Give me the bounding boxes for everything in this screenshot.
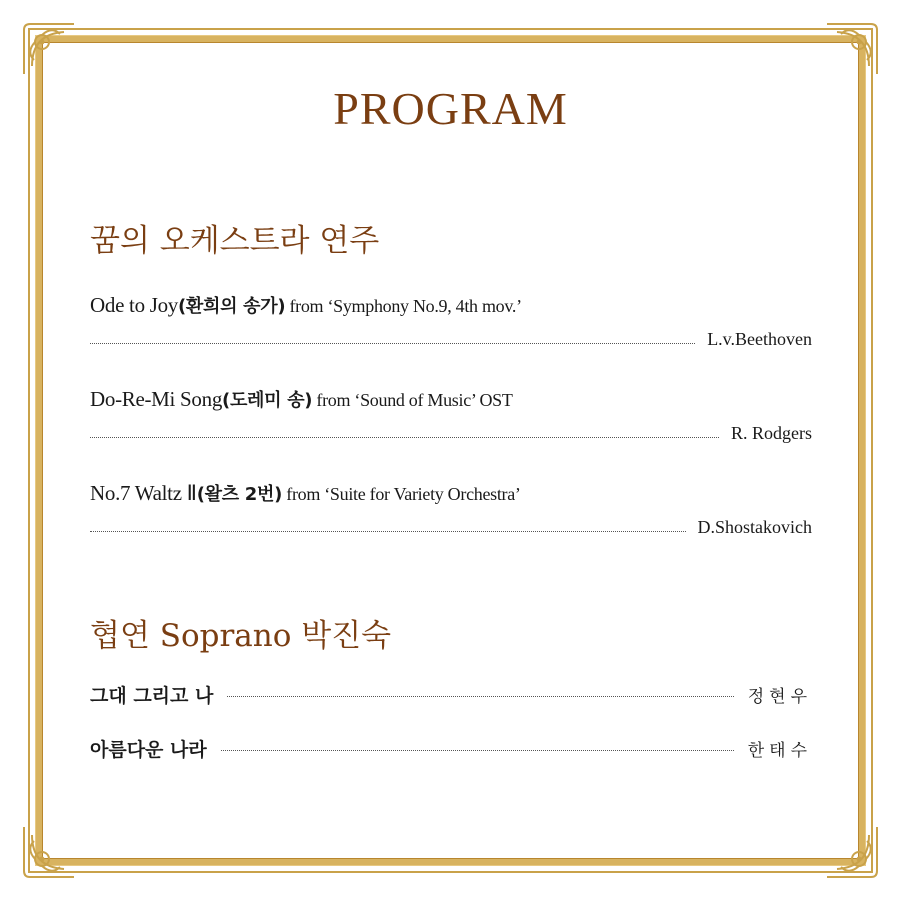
piece-title-line <box>90 386 812 412</box>
composer-name: D.Shostakovich <box>697 517 812 537</box>
ornament-corner-icon <box>823 20 881 78</box>
piece-title-line <box>90 292 812 318</box>
piece-source: from ‘Symphony No.9, 4th mov.’ <box>285 296 522 316</box>
section-heading-soprano: 협연 Soprano 박진숙 <box>90 618 392 654</box>
piece-title: Do-Re-Mi Song <box>90 387 223 411</box>
dot-leader <box>90 343 695 344</box>
composer-row <box>90 326 812 350</box>
piece-title-line <box>90 480 812 506</box>
song-title: 아름다운 나라 <box>90 738 207 761</box>
ornament-corner-icon <box>20 823 78 881</box>
section-heading-orchestra: 꿈의 오케스트라 연주 <box>90 223 380 259</box>
song-composer: 정현우 <box>747 686 812 707</box>
dot-leader <box>90 437 719 438</box>
song-composer: 한태수 <box>747 740 812 761</box>
dot-leader <box>227 696 733 697</box>
composer-name: L.v.Beethoven <box>707 329 812 349</box>
song-row <box>90 734 812 762</box>
song-row <box>90 680 812 708</box>
piece-title: Ode to Joy <box>90 293 178 317</box>
composer-name: R. Rodgers <box>731 423 812 443</box>
ornament-corner-icon <box>20 20 78 78</box>
dot-leader <box>221 750 734 751</box>
piece-source: from ‘Sound of Music’ OST <box>312 390 513 410</box>
page-title: PROGRAM <box>333 83 568 134</box>
composer-row <box>90 420 812 444</box>
composer-row <box>90 514 812 538</box>
piece-title: No.7 Waltz Ⅱ <box>90 481 197 505</box>
ornament-corner-icon <box>823 823 881 881</box>
song-title: 그대 그리고 나 <box>90 684 214 707</box>
dot-leader <box>90 531 686 532</box>
piece-korean-title: (왈츠 2번) <box>196 484 283 505</box>
piece-korean-title: (도레미 송) <box>222 390 313 411</box>
piece-korean-title: (환희의 송가) <box>178 296 286 317</box>
piece-source: from ‘Suite for Variety Orchestra’ <box>282 484 521 504</box>
